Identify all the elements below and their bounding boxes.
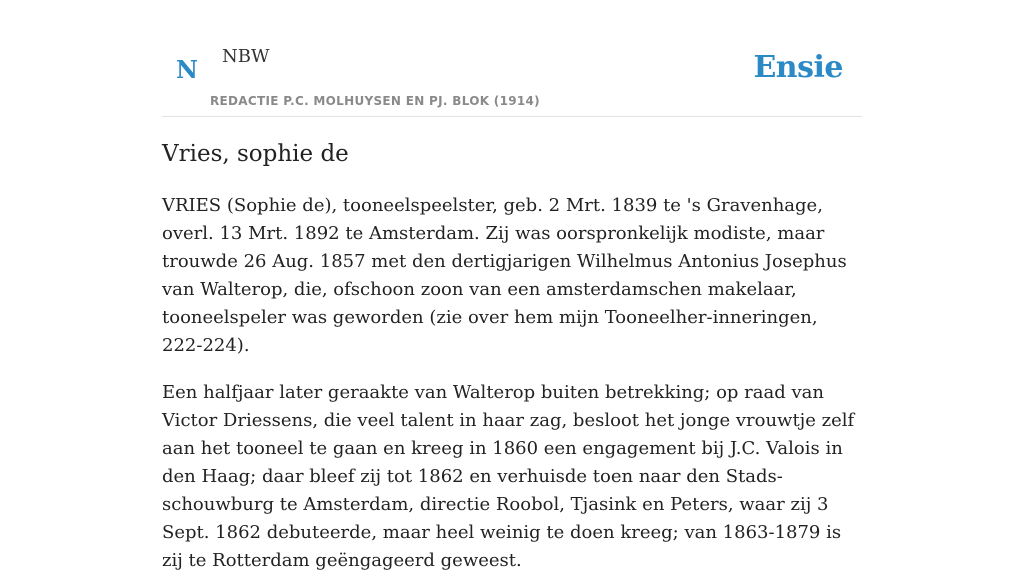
header — [162, 0, 862, 117]
ensie-logo-link[interactable]: Ensie — [753, 50, 843, 85]
source-logo[interactable]: N — [176, 55, 198, 84]
source-name-link[interactable]: NBW — [222, 46, 270, 67]
article — [162, 136, 862, 575]
article-paragraph-2: Een halfjaar later geraakte van Walterop buiten betrekking; op raad van Victor Driessens, die veel talent in haar zag, besloot het jonge vrouwtje zelf aan het tooneel te gaan en kreeg in 1860 een engagement bij J.C. Valois in den Haag; daar bleef zij tot 1862 en verhuisde toen naar den Stads-schouwburg te Amsterdam, directie Roobol, Tjasink en Peters, waar zij 3 Sept. 1862 debuteerde, maar heel weinig te doen kreeg; van 1863-1879 is zij te Rotterdam geëngageerd geweest. — [162, 382, 855, 571]
article-paragraph-1: VRIES (Sophie de), tooneelspeelster, geb. 2 Mrt. 1839 te 's Gravenhage, overl. 13 Mrt. 1892 te Amsterdam. Zij was oorspronkelijk modiste, maar trouwde 26 Aug. 1857 met den dertigjarigen Wilhelmus Antonius Josephus van Walterop, die, ofschoon zoon van een amsterdamschen makelaar, tooneelspeler was geworden (zie over hem mijn Tooneelher-inneringen, 222-224). — [162, 195, 847, 356]
article-title: Vries, sophie de — [162, 141, 349, 167]
source-subtitle: REDACTIE P.C. MOLHUYSEN EN PJ. BLOK (1914) — [210, 94, 540, 108]
